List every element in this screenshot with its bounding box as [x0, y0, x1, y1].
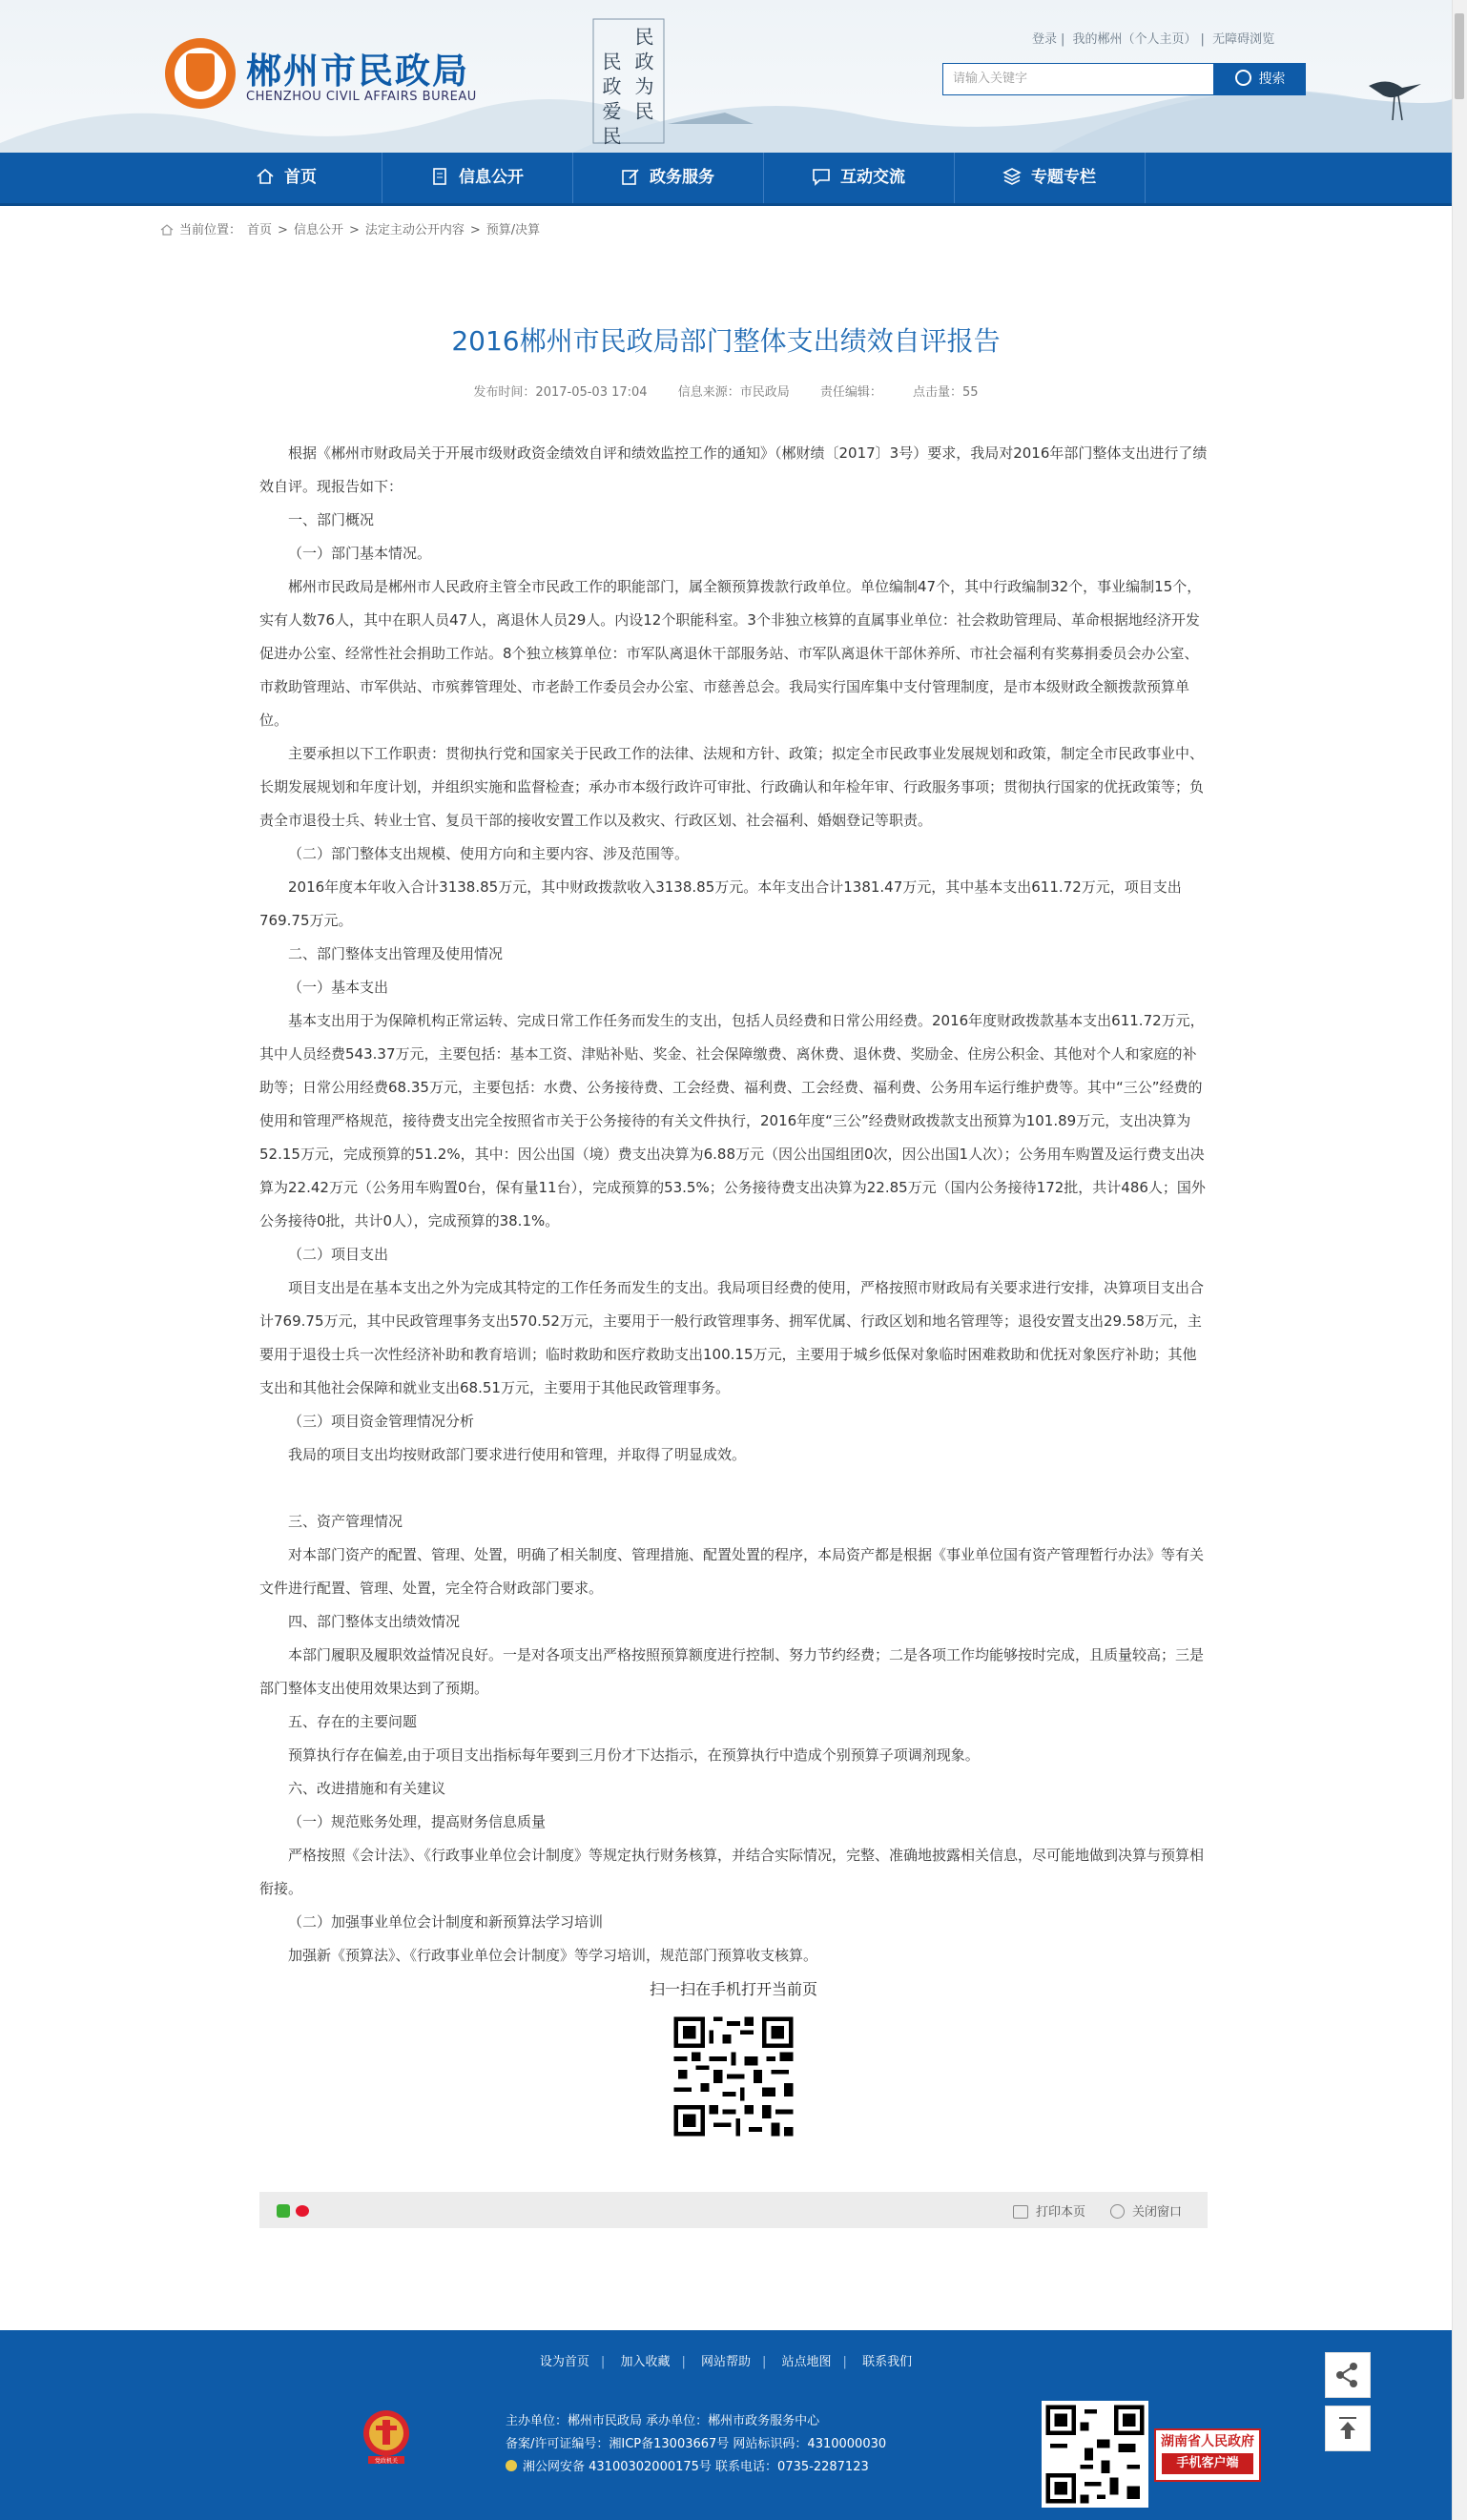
breadcrumb-separator: > — [469, 223, 481, 238]
footer-link-sitemap[interactable]: 站点地图 — [781, 2355, 832, 2369]
footer-police: 湘公网安备 43100302000175号 联系电话：0735-2287123 — [523, 2460, 869, 2474]
breadcrumb-prefix: 当前位置： — [179, 223, 242, 238]
breadcrumb-separator: > — [348, 223, 360, 238]
vertical-scrollbar[interactable] — [1452, 0, 1467, 2520]
section-heading: 四、部门整体支出绩效情况 — [288, 1613, 461, 1630]
article-body — [259, 437, 1208, 1973]
emblem-label: 党政机关 — [374, 2458, 399, 2465]
share-float-button[interactable] — [1325, 2352, 1371, 2398]
accessibility-link[interactable]: 无障碍浏览 — [1212, 32, 1275, 47]
subsection-heading: （一）基本支出 — [288, 979, 389, 996]
nav-item-special-topics[interactable] — [954, 153, 1146, 203]
print-label: 打印本页 — [1036, 2205, 1086, 2220]
hit-count: 点击量：55 — [913, 385, 979, 400]
close-label: 关闭窗口 — [1132, 2205, 1183, 2220]
footer-host: 主办单位：郴州市民政局 承办单位：郴州市政务服务中心 — [506, 2414, 820, 2428]
close-window-button[interactable] — [1110, 2201, 1182, 2220]
article-meta — [0, 382, 1452, 400]
nav-label-home: 首页 — [284, 168, 317, 187]
nav-label-interaction: 互动交流 — [840, 168, 905, 187]
footer-info — [506, 2410, 886, 2479]
calligraphy-motto — [591, 17, 668, 151]
footer-link-help[interactable]: 网站帮助 — [700, 2355, 751, 2369]
search-button-label: 搜索 — [1258, 72, 1286, 87]
breadcrumb-item-budget[interactable]: 预算/决算 — [486, 223, 541, 238]
article-title: 2016郴州市民政局部门整体支出绩效自评报告 — [451, 325, 1001, 357]
party-government-emblem[interactable] — [361, 2408, 412, 2466]
scrollbar-thumb[interactable] — [1455, 13, 1464, 99]
footer-link-contact[interactable]: 联系我们 — [862, 2355, 913, 2369]
motto-line-2: 民政爱民 — [599, 52, 622, 151]
nav-label-special-topics: 专题专栏 — [1031, 168, 1096, 187]
page-qr-code — [670, 2013, 797, 2140]
home-icon — [160, 224, 174, 236]
paragraph: 严格按照《会计法》、《行政事业单位会计制度》等规定执行财务核算，并结合实际情况，完整、准确地披露相关信息，尽可能地做到决算与预算相衔接。 — [259, 1847, 1205, 1897]
nav-item-home[interactable] — [191, 153, 382, 203]
nav-item-interaction[interactable] — [763, 153, 955, 203]
subsection-heading: （二）加强事业单位会计制度和新预算法学习培训 — [288, 1913, 604, 1931]
section-heading: 三、资产管理情况 — [288, 1513, 403, 1530]
publish-time: 发布时间：2017-05-03 17:04 — [473, 385, 648, 400]
paragraph: 基本支出用于为保障机构正常运转、完成日常工作任务而发生的支出，包括人员经费和日常公用经费。2016年度财政拨款基本支出611.72万元，其中人员经费543.37万元，主要包括：基本工资、津贴补贴、奖金、社会保障缴费、离休费、退休费、奖励金、住房公积金、其他对个人和家庭的补助等；日常公用经费68.35万元，主要包括：水费、公务接待费、工会经费、福利费、工会经费、福利费、公务用车运行维护费等。其中“三公”经费的使用和管理严格规范，接待费支出完全按照省市关于公务接待的有关文件执行，2016年度“三公”经费财政拨款支出预算为101.89万元，支出决算为52.15万元，完成预算的51.2%，其中：因公出国（境）费支出决算为6.88万元（因公出国组团0次，因公出国1人次）；公务用车购置及运行费支出决算为22.42万元（公务用车购置0台，保有量11台），完成预算的53.5%；公务接待费支出决算为22.85万元（国内公务接待172批，共计486人；国外公务接待0批，共计0人），完成预算的38.1%。 — [259, 1012, 1206, 1229]
section-heading: 五、存在的主要问题 — [288, 1713, 418, 1730]
paragraph: 主要承担以下工作职责：贯彻执行党和国家关于民政工作的法律、法规和方针、政策；拟定全市民政事业发展规划和政策，制定全市民政事业中、长期发展规划和年度计划，并组织实施和监督检查；承办市本级行政许可审批、行政确认和年检年审、行政服务事项；贯彻执行国家的优抚政策等；负责全市退役士兵、转业士官、复员干部的接收安置工作以及救灾、行政区划、社会福利、婚姻登记等职责。 — [259, 745, 1205, 829]
mobile-client-badge[interactable] — [1154, 2428, 1261, 2482]
blank-line — [259, 1472, 1208, 1505]
paragraph: 2016年度本年收入合计3138.85万元，其中财政拨款收入3138.85万元。本年支出合计1381.47万元，其中基本支出611.72万元，项目支出769.75万元。 — [259, 878, 1182, 929]
search-input[interactable]: 请输入关键字 — [942, 63, 1214, 95]
info-source: 信息来源：市民政局 — [677, 385, 790, 400]
breadcrumb — [160, 219, 546, 238]
nav-label-info-disclosure: 信息公开 — [459, 168, 524, 187]
share-icon — [1326, 2353, 1370, 2397]
footer-link-favorite[interactable]: 加入收藏 — [620, 2355, 671, 2369]
site-footer — [0, 2330, 1452, 2520]
my-chenzhou-link[interactable]: 我的郴州（个人主页） — [1072, 32, 1197, 47]
paragraph: 加强新《预算法》、《行政事业单位会计制度》等学习培训，规范部门预算收支核算。 — [288, 1947, 818, 1964]
layers-icon — [1002, 167, 1022, 186]
paragraph: 预算执行存在偏差,由于项目支出指标每年要到三月份才下达指示，在预算执行中造成个别预算子项调剂现象。 — [288, 1746, 980, 1764]
police-badge-icon — [506, 2460, 517, 2471]
printer-icon — [1013, 2205, 1028, 2219]
motto-line-1: 民政为民 — [631, 27, 654, 126]
subsection-heading: （二）项目支出 — [288, 1246, 389, 1263]
search-button[interactable] — [1214, 63, 1306, 95]
paragraph: 项目支出是在基本支出之外为完成其特定的工作任务而发生的支出。我局项目经费的使用，严格按照市财政局有关要求进行安排，决算项目支出合计769.75万元，其中民政管理事务支出570.52万元，主要用于一般行政管理事务、拥军优属、行政区划和地名管理等；退役安置支出29.58万元，主要用于退役士兵一次性经济补助和教育培训；临时救助和医疗救助支出100.15万元，主要用于城乡低保对象临时困难救助和优抚对象医疗补助；其他支出和其他社会保障和就业支出68.51万元，主要用于其他民政管理事务。 — [259, 1279, 1205, 1396]
wechat-share-icon[interactable] — [277, 2204, 290, 2218]
paragraph: 郴州市民政局是郴州市人民政府主管全市民政工作的职能部门，属全额预算拨款行政单位。单位编制47个，其中行政编制32个，事业编制15个，实有人数76人，其中在职人员47人，离退休人员29人。内设12个职能科室。3个非独立核算的直属事业单位：社会救助管理局、革命根据地经济开发促进办公室、经常性社会捐助工作站。8个独立核算单位：市军队离退休干部服务站、市军队离退休干部休养所、市社会福利有奖募捐委员会办公室、市救助管理站、市军供站、市殡葬管理处、市老龄工作委员会办公室、市慈善总会。我局实行国库集中支付管理制度，是市本级财政全额拨款预算单位。 — [259, 578, 1202, 729]
editor: 责任编辑： — [819, 385, 882, 400]
section-heading: 二、部门整体支出管理及使用情况 — [288, 945, 504, 962]
subsection-heading: （二）部门整体支出规模、使用方向和主要内容、涉及范围等。 — [288, 845, 690, 862]
footer-link-set-home[interactable]: 设为首页 — [539, 2355, 589, 2369]
breadcrumb-separator: > — [278, 223, 288, 238]
subsection-heading: （三）项目资金管理情况分析 — [288, 1413, 475, 1430]
nav-item-info-disclosure[interactable] — [382, 153, 573, 203]
footer-icp: 备案/许可证编号：湘ICP备13003667号 网站标识码：4310000030 — [506, 2437, 887, 2451]
back-to-top-button[interactable] — [1325, 2406, 1371, 2451]
qr-code-label: 扫一扫在手机打开当前页 — [649, 1980, 817, 1998]
site-title[interactable]: 郴州市民政局 — [246, 51, 469, 92]
search-icon — [1235, 70, 1251, 86]
badge-bottom-text: 手机客户端 — [1162, 2453, 1253, 2474]
close-icon — [1110, 2204, 1125, 2219]
paragraph: 我局的项目支出均按财政部门要求进行使用和管理，并取得了明显成效。 — [288, 1446, 747, 1463]
nav-item-services[interactable] — [572, 153, 764, 203]
top-links: 登录 | 我的郴州（个人主页） | 无障碍浏览 — [1032, 32, 1275, 47]
subsection-heading: （一）部门基本情况。 — [288, 545, 432, 562]
site-logo[interactable] — [165, 38, 236, 109]
print-button[interactable] — [1013, 2201, 1085, 2220]
breadcrumb-item-home[interactable]: 首页 — [247, 223, 273, 238]
footer-qr-code — [1042, 2401, 1148, 2508]
badge-top-text: 湖南省人民政府 — [1161, 2434, 1254, 2449]
arrow-up-icon — [1326, 2406, 1370, 2450]
home-icon — [256, 167, 275, 186]
chat-icon — [812, 167, 831, 186]
document-icon — [430, 167, 449, 186]
section-heading: 一、部门概况 — [288, 511, 375, 528]
breadcrumb-item-statutory[interactable]: 法定主动公开内容 — [364, 223, 465, 238]
login-link[interactable]: 登录 — [1032, 32, 1058, 47]
paragraph: 本部门履职及履职效益情况良好。一是对各项支出严格按照预算额度进行控制、努力节约经费；二是各项工作均能够按时完成，且质量较高；三是部门整体支出使用效果达到了预期。 — [259, 1646, 1205, 1697]
share-bar — [259, 2192, 1208, 2228]
breadcrumb-item-info[interactable]: 信息公开 — [293, 223, 343, 238]
site-subtitle: CHENZHOU CIVIL AFFAIRS BUREAU — [246, 90, 477, 104]
main-navigation — [0, 153, 1452, 206]
section-heading: 六、改进措施和有关建议 — [288, 1780, 446, 1797]
crane-bird-decoration — [1364, 67, 1431, 124]
edit-icon — [621, 167, 640, 186]
nav-label-services: 政务服务 — [650, 168, 714, 187]
site-header — [0, 0, 1452, 153]
paragraph: 对本部门资产的配置、管理、处置，明确了相关制度、管理措施、配置处置的程序，本局资产都是根据《事业单位国有资产管理暂行办法》等有关文件进行配置、管理、处置，完全符合财政部门要求。 — [259, 1546, 1205, 1597]
weibo-share-icon[interactable] — [296, 2205, 309, 2217]
subsection-heading: （一）规范账务处理，提高财务信息质量 — [288, 1813, 547, 1830]
footer-links: 设为首页 | 加入收藏 | 网站帮助 | 站点地图 | 联系我们 — [539, 2355, 913, 2369]
paragraph: 根据《郴州市财政局关于开展市级财政资金绩效自评和绩效监控工作的通知》（郴财绩〔2017〕3号）要求，我局对2016年部门整体支出进行了绩效自评。现报告如下： — [259, 444, 1208, 495]
